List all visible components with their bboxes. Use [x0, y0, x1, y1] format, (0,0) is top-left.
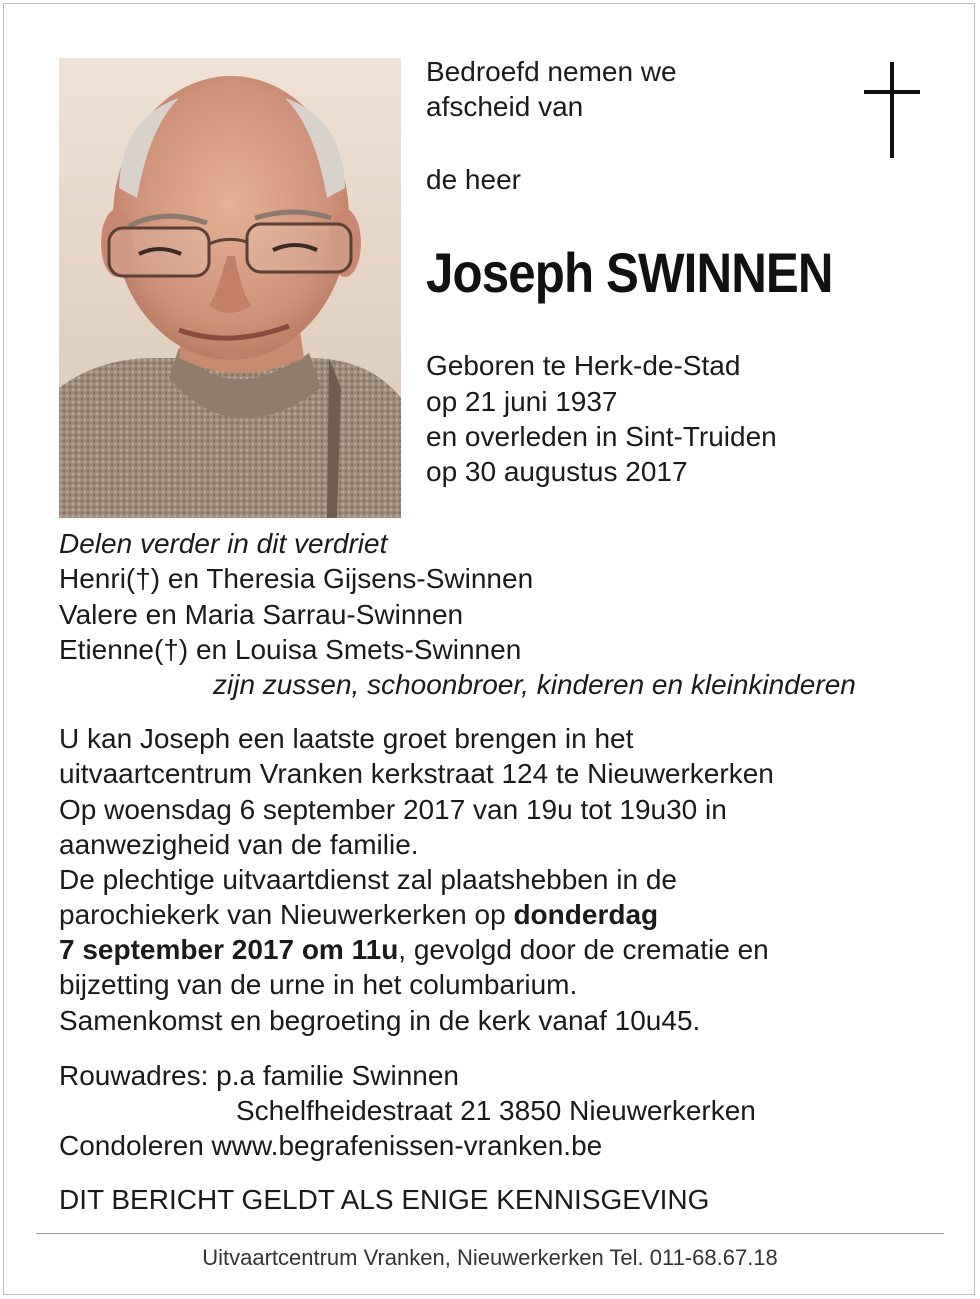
birth-date: op 21 juni 1937 [426, 386, 618, 417]
divider [36, 1233, 944, 1234]
ceremony-text: parochiekerk van Nieuwerkerken op [59, 899, 514, 930]
ceremony-line [59, 897, 658, 932]
ceremony-line: Op woensdag 6 september 2017 van 19u tot 19u30 in [59, 794, 727, 825]
family-member: Valere en Maria Sarrau-Swinnen [59, 599, 464, 630]
ceremony-line: aanwezigheid van de familie. [59, 829, 419, 860]
ceremony-line: U kan Joseph een laatste groet brengen in het [59, 723, 634, 754]
ceremony-line [59, 932, 769, 967]
ceremony-line: Samenkomst en begroeting in de kerk vanaf 10u45. [59, 1005, 701, 1036]
family-relation: zijn zussen, schoonbroer, kinderen en kleinkinderen [213, 669, 856, 700]
ceremony-line: De plechtige uitvaartdienst zal plaatshebben in de [59, 864, 677, 895]
latin-cross-icon [862, 62, 922, 158]
deceased-name: Joseph SWINNEN [426, 241, 833, 304]
condolence-link[interactable]: Condoleren www.begrafenissen-vranken.be [59, 1130, 603, 1161]
intro-line-1: Bedroefd nemen we [426, 56, 677, 87]
family-member: Etienne(†) en Louisa Smets-Swinnen [59, 634, 522, 665]
family-intro: Delen verder in dit verdriet [59, 528, 388, 559]
birth-place: Geboren te Herk-de-Stad [426, 350, 741, 381]
notice: DIT BERICHT GELDT ALS ENIGE KENNISGEVING [59, 1184, 710, 1215]
address-street: Schelfheidestraat 21 3850 Nieuwerkerken [236, 1095, 756, 1126]
ceremony-line: uitvaartcentrum Vranken kerkstraat 124 te Nieuwerkerken [59, 758, 774, 789]
portrait-photo [59, 58, 401, 518]
funeral-day: donderdag [513, 899, 659, 930]
address-label: Rouwadres: p.a familie Swinnen [59, 1060, 459, 1091]
ceremony-text: , gevolgd door de crematie en [398, 934, 769, 965]
death-place: en overleden in Sint-Truiden [426, 421, 777, 452]
funeral-date-time: 7 september 2017 om 11u [59, 934, 399, 965]
ceremony-line: bijzetting van de urne in het columbarium. [59, 969, 578, 1000]
death-date: op 30 augustus 2017 [426, 456, 688, 487]
footer: Uitvaartcentrum Vranken, Nieuwerkerken Tel. 011-68.67.18 [202, 1245, 778, 1270]
family-member: Henri(†) en Theresia Gijsens-Swinnen [59, 563, 534, 594]
intro-line-2: afscheid van [426, 91, 584, 122]
honorific: de heer [426, 164, 521, 195]
